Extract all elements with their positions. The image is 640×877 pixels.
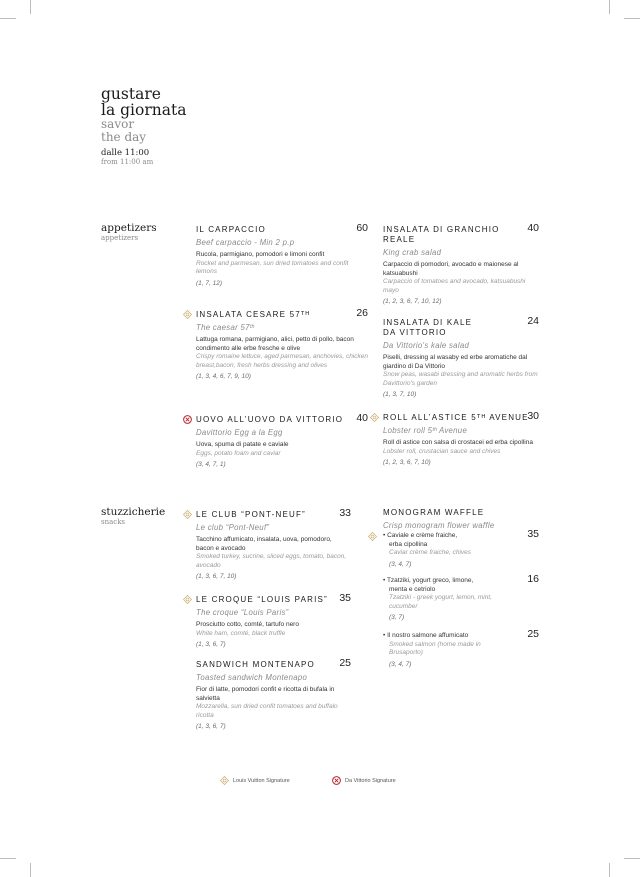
legend-lv [220,776,290,785]
item-price: 25 [339,657,351,669]
item-price: 30 [527,410,539,422]
hours: dalle 11:00 [101,148,150,158]
item-description-en: Carpaccio of tomatoes and avocado, katsuabushi mayo [383,278,526,294]
option-price: 16 [527,573,539,585]
item-translation: King crab salad [383,248,442,257]
item-name: REALE [383,235,416,244]
item-translation: Toasted sandwich Montenapo [196,673,308,682]
item-allergens: (1, 7, 12) [196,279,223,287]
item-description-en: Snow peas, wasabi dressing and aromatic herbs from Davittorio's garden [383,371,538,387]
crop-mark [609,0,610,14]
crop-mark [624,858,640,859]
item-name: UOVO ALL’UOVO DA VITTORIO [196,415,344,424]
item-translation: Crisp monogram flower waffle [383,521,495,530]
menu-item-kale [383,315,539,399]
item-price: 33 [339,507,351,519]
section-subtitle: appetizers [101,234,139,242]
page-header [101,86,186,167]
section-title: appetizers [101,222,157,234]
option-label: • Tzatziki, yogurt greco, limone, [383,577,474,584]
option-label: erba cipollina [389,540,428,548]
option-price: 25 [527,628,539,640]
item-name: MONOGRAM WAFFLE [383,508,485,517]
crop-mark [624,18,640,19]
item-translation: Beef carpaccio - Min 2 p.p [196,238,295,247]
item-allergens: (1, 3, 4, 6, 7, 9, 10) [196,373,251,380]
item-translation: Lobster roll 5ᵗʰ Avenue [383,426,468,435]
option-allergens: (3, 4, 7) [389,660,412,668]
option-description-en: Caviar crème fraiche, chives [389,549,471,556]
menu-item-astice [383,410,539,467]
legend-dv [332,776,396,785]
option-allergens: (3, 4, 7) [389,560,412,568]
item-description-en: Crispy romaine lettuce, aged parmesan, anchovies, chicken breast,bacon, fresh herbs dressing and olives [196,353,368,369]
menu-item-carpaccio [196,222,368,288]
lv-flower-icon [370,413,379,422]
dv-emblem-icon [332,776,341,785]
item-description: Tacchino affumicato, insalata, uova, pomodoro, bacon e avocado [196,536,332,552]
waffle-option [383,628,539,669]
lv-flower-icon [183,510,192,519]
option-description-en: Smoked salmon (home made in Brusaporto) [389,640,481,656]
item-price: 40 [527,222,539,234]
option-label: • Il nostro salmone affumicato [383,632,469,639]
waffle-option [383,573,539,622]
item-translation: The caesar 57ᵗʰ [196,323,255,332]
option-price: 35 [527,528,539,540]
item-allergens: (3, 4, 7, 1) [196,461,226,468]
item-description-en: Rocket and parmesan, sun dried tomatoes and confit lemons [196,259,349,275]
item-name: LE CROQUE “LOUIS PARIS” [196,595,328,604]
item-description-en: Smoked turkey, sucrine, sliced eggs, tomato, bacon, avocado [196,553,347,569]
item-description: Rucola, parmigiano, pomodori e limoni confit [196,251,325,258]
item-translation: Le club “Pont-Neuf” [196,523,270,532]
item-name: LE CLUB “PONT-NEUF” [196,510,306,519]
item-allergens: (1, 3, 6, 7) [196,723,226,730]
item-allergens: (1, 3, 6, 7, 10) [196,573,237,580]
item-description-en: Lobster roll, crustacian sauce and chives [383,447,501,455]
item-description: Carpaccio di pomodori, avocado e maionese al katsuabushi [383,261,519,277]
crop-mark [30,863,31,877]
menu-item-granchio [383,222,539,306]
crop-mark [0,18,16,19]
title-translation: savor [101,117,135,131]
item-allergens: (1, 2, 3, 6, 7, 10) [383,459,431,466]
option-allergens: (3, 7) [389,614,405,621]
lv-flower-icon [183,310,192,319]
item-name: ROLL ALL’ASTICE 5ᵀᴴ AVENUE [383,413,529,422]
section-appetizers [101,223,157,243]
item-price: 35 [339,592,351,604]
menu-item-croque [196,592,351,649]
item-description-en: Eggs, potato foam and caviar [196,449,281,457]
title-line: la giornata [101,101,187,119]
item-price: 24 [527,315,539,327]
menu-item-club [196,507,351,581]
section-snacks [101,507,165,527]
item-description: Lattuga romana, parmigiano, alici, petto di pollo, bacon condimento alle erbe fresche e olive [196,336,354,352]
crop-mark [30,0,31,14]
title-translation: the day [101,130,147,144]
item-translation: Da Vittorio's kale salad [383,341,470,350]
item-allergens: (1, 2, 3, 6, 7, 10, 12) [383,298,442,305]
dv-emblem-icon [183,415,192,424]
hours-translation: from 11:00 am [101,158,154,166]
item-description: Fior di latte, pomodori confit e ricotta di bufala in salvietta [196,686,335,702]
item-description-en: Mozzarella, sun dried confit tomatoes and buffalo ricotta [196,703,338,719]
item-price: 40 [356,412,368,424]
menu-item-cesare [196,307,368,381]
section-title: stuzzicherie [101,506,166,518]
menu-item-waffle [383,508,539,531]
item-description: Prosciutto cotto, comté, tartufo nero [196,621,299,628]
crop-mark [0,858,16,859]
item-description-en: White ham, comté, black truffle [196,629,286,637]
crop-mark [609,863,610,877]
legend-label: Louis Vuitton Signature [233,777,290,784]
option-label: • Caviale e crème fraiche, [383,532,458,539]
lv-flower-icon [183,595,192,604]
item-name: INSALATA DI GRANCHIO [383,225,500,234]
waffle-option [383,528,539,569]
legend-label: Da Vittorio Signature [345,777,396,784]
section-subtitle: snacks [101,518,126,526]
item-description: Uova, spuma di patate e caviale [196,441,289,448]
menu-item-montenapo [196,657,351,731]
item-name: DA VITTORIO [383,328,447,337]
item-name: SANDWICH MONTENAPO [196,660,315,669]
item-name: INSALATA DI KALE [383,318,473,327]
lv-flower-icon [368,532,377,541]
title-line: gustare [101,85,161,103]
item-allergens: (1, 3, 6, 7) [196,641,226,648]
item-description: Roll di astice con salsa di crostacei ed erba cipollina [383,439,533,446]
menu-item-uovo [196,412,368,469]
item-description: Piselli, dressing al wasaby ed erbe aromatiche dal giardino di Da Vittorio [383,354,528,370]
item-translation: Davittorio Egg a la Egg [196,428,283,437]
item-allergens: (1, 3, 7, 10) [383,391,417,398]
item-price: 26 [356,307,368,319]
item-name: INSALATA CESARE 57ᵀᴴ [196,310,311,319]
item-name: IL CARPACCIO [196,225,266,234]
lv-flower-icon [220,776,229,785]
item-translation: The croque “Louis Paris” [196,608,289,617]
item-price: 60 [356,222,368,234]
option-label: menta e cetriolo [389,585,436,593]
option-description-en: Tzatziki - greek yogurt, lemon, mint, cucumber [389,594,492,610]
